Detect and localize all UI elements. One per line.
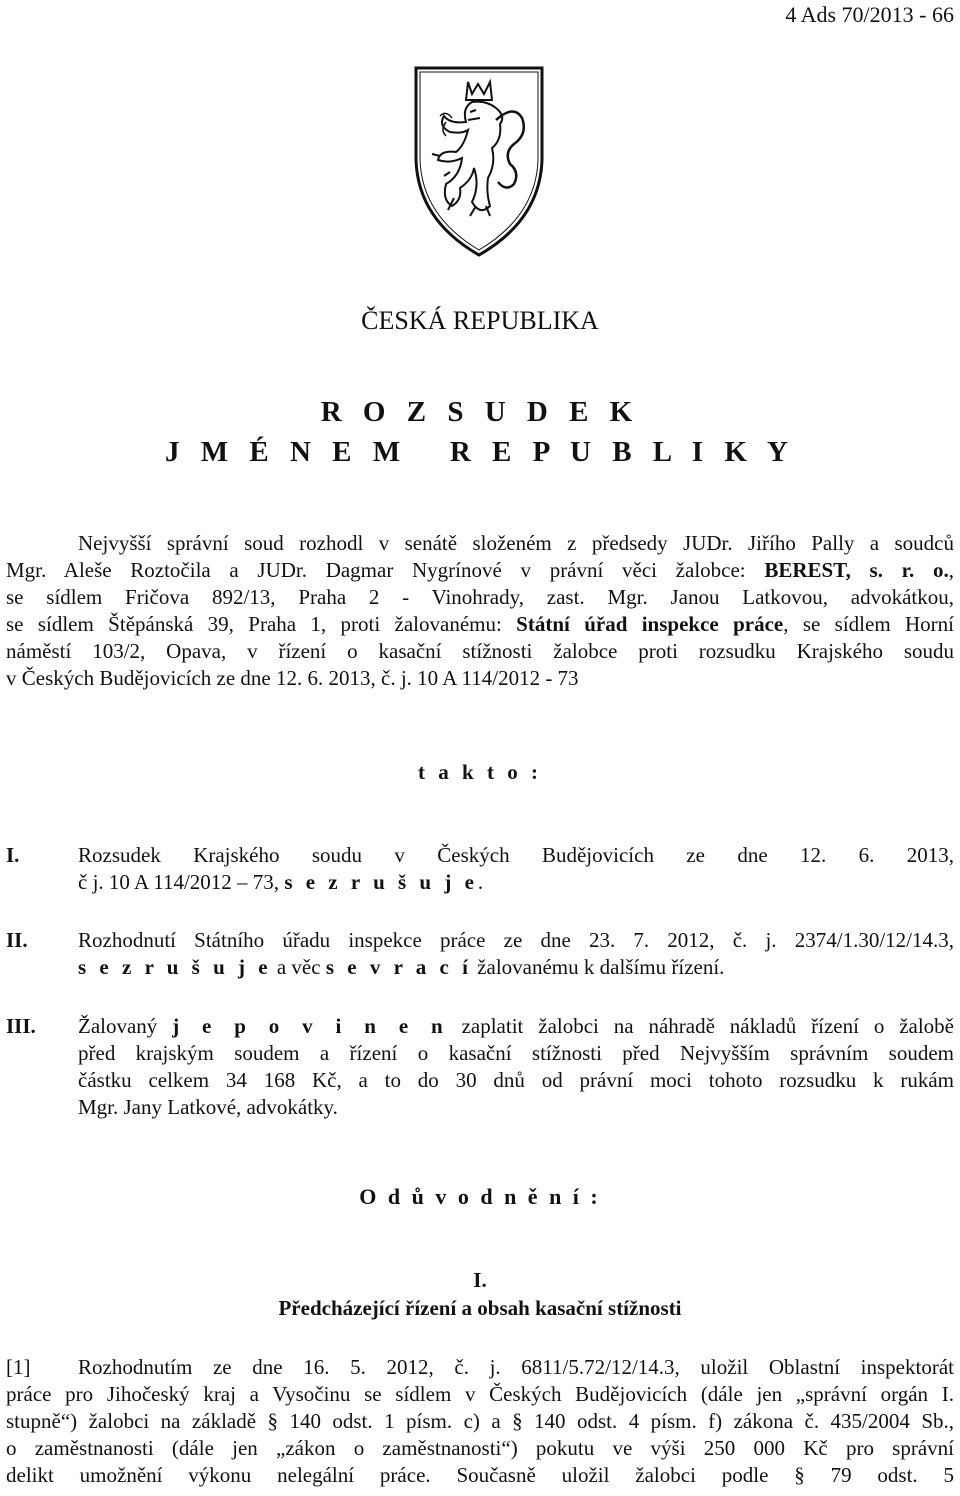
document-title: R O Z S U D E K	[320, 396, 640, 428]
coat-of-arms-icon	[410, 60, 548, 260]
reasoning-heading: O d ů v o d n ě n í :	[359, 1184, 601, 1209]
document-subtitle: J M É N E M R E P U B L I K Y	[164, 436, 795, 468]
verdict-item-2: II. Rozhodnutí Státního úřadu inspekce práce ze dne 23. 7. 2012, č. j. 2374/1.30/12/14.3, s e z r u š u j e a věc s e v r a c í žalovanému k dalšímu řízení.	[6, 928, 954, 979]
verdict-item-1: I. Rozsudek Krajského soudu v Českých Budějovicích ze dne 12. 6. 2013, č j. 10 A 114/2012 – 73, s e z r u š u j e.	[6, 843, 954, 894]
section-title: Předcházející řízení a obsah kasační stížnosti	[278, 1296, 682, 1320]
section-number: I.	[473, 1268, 487, 1292]
takto-heading: t a k t o :	[418, 760, 542, 784]
country-name: ČESKÁ REPUBLIKA	[361, 306, 599, 335]
intro-paragraph: Nejvyšší správní soud rozhodl v senátě složeném z předsedy JUDr. Jiřího Pally a soudců Mgr. Aleše Roztočila a JUDr. Dagmar Nygrínové v právní věci žalobce: BEREST, s. r. o., se sídlem Fričova 892/13, Praha 2 - Vinohrady, zast. Mgr. Janou Latkovou, advokátkou, se sídlem Štěpánská 39, Praha 1, proti žalovanému: Státní úřad inspekce práce, se sídlem Horní náměstí 103/2, Opava, v řízení o kasační stížnosti žalobce proti rozsudku Krajského soudu v Českých Budějovicích ze dne 12. 6. 2013, č. j. 10 A 114/2012 - 73	[6, 531, 954, 690]
case-reference: 4 Ads 70/2013 - 66	[785, 2, 954, 27]
verdict-item-3: III. Žalovaný j e p o v i n e n zaplatit žalobci na náhradě nákladů řízení o žalobě před krajským soudem a řízení o kasační stížnosti před Nejvyšším správním soudem částku celkem 34 168 Kč, a to do 30 dnů od právní moci tohoto rozsudku k rukám Mgr. Jany Latkové, advokátky.	[6, 1014, 954, 1119]
paragraph-1: [1] Rozhodnutím ze dne 16. 5. 2012, č. j. 6811/5.72/12/14.3, uložil Oblastní inspektorát práce pro Jihočeský kraj a Vysočinu se sídlem v Českých Budějovicích (dále jen „správní orgán I. stupně“) žalobci na základě § 140 odst. 1 písm. c) a § 140 odst. 4 písm. f) zákona č. 435/2004 Sb., o zaměstnanosti (dále jen „zákon o zaměstnanosti“) pokutu ve výši 250 000 Kč pro správní delikt umožnění výkonu nelegální práce. Současně uložil žalobci podle § 79 odst. 5	[6, 1355, 954, 1487]
